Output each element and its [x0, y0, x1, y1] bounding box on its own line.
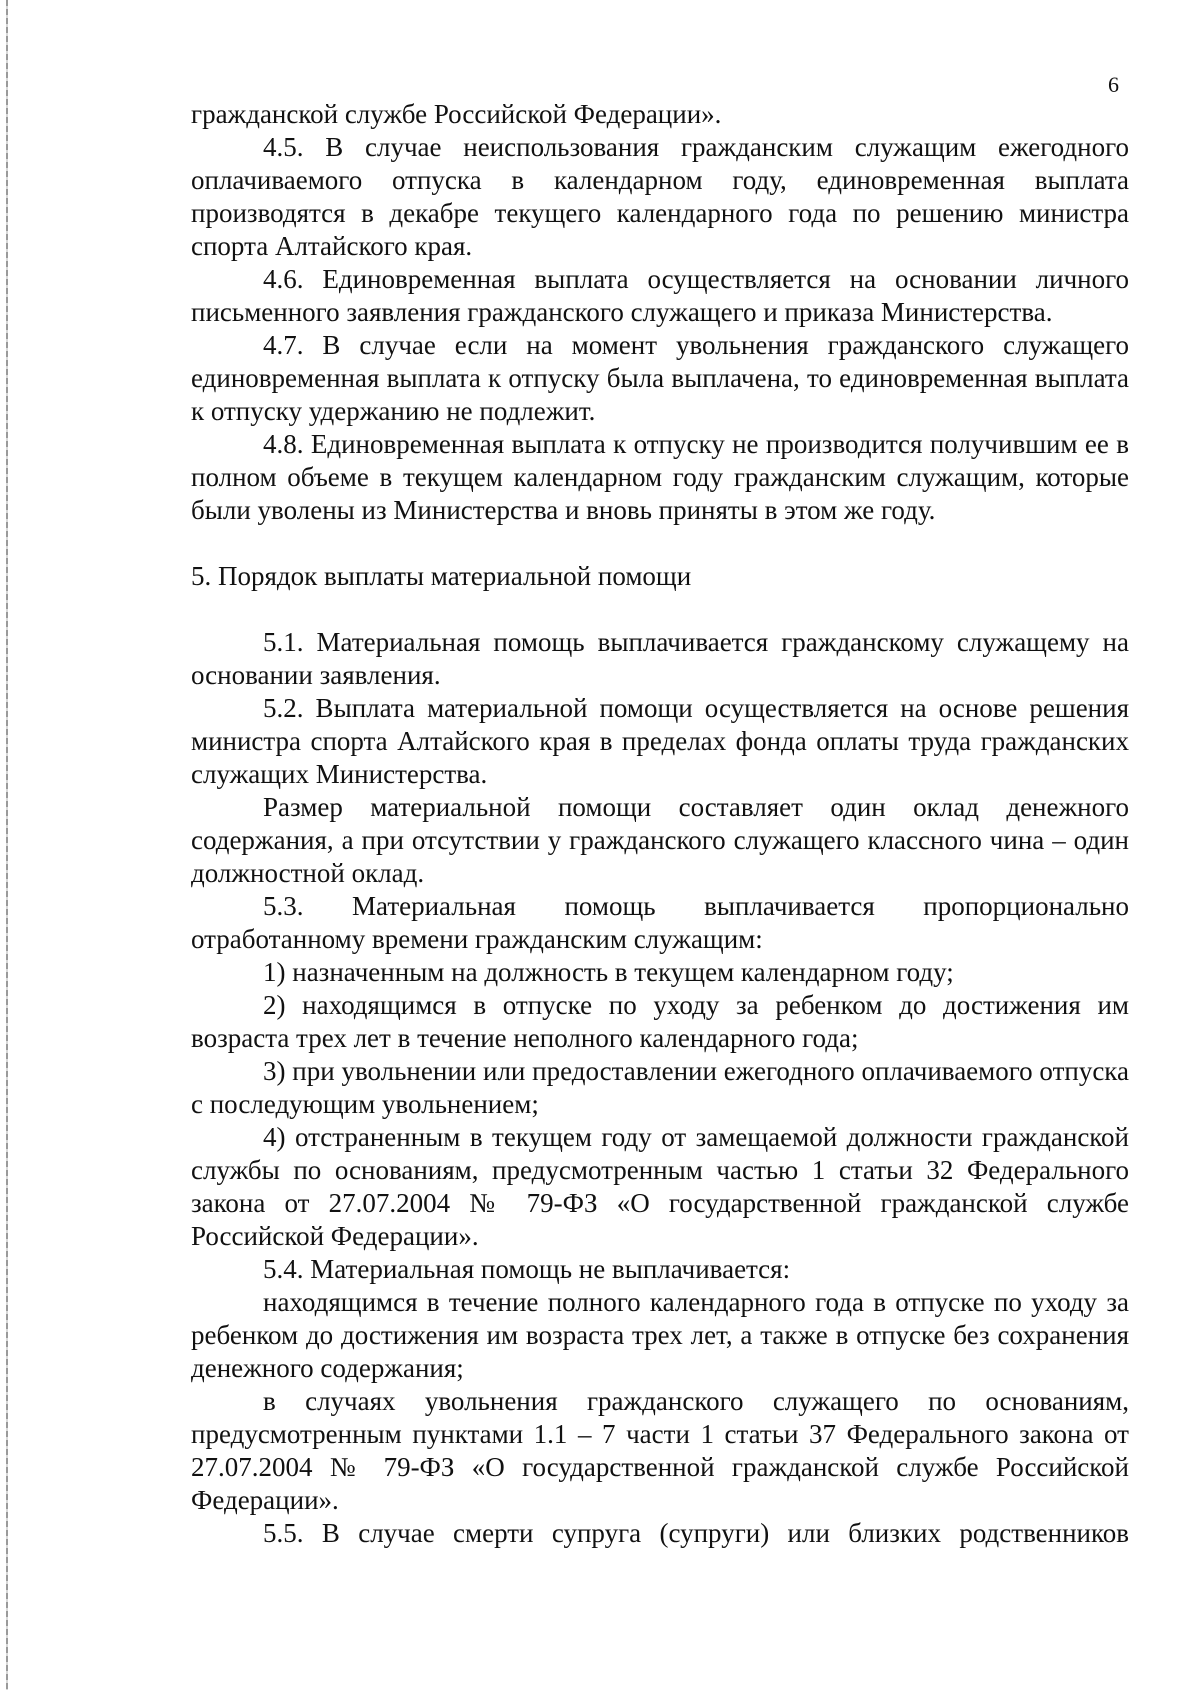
scan-left-edge — [6, 0, 8, 1690]
paragraph: 1) назначенным на должность в текущем календарном году; — [263, 957, 954, 987]
paragraph: 5.2. Выплата материальной помощи осуществляется на основе решения министра спорта Алтайского края в пределах фонда оплаты труда гражданских служащих Министерства. — [191, 693, 1129, 789]
paragraph: 5.1. Материальная помощь выплачивается гражданскому служащему на основании заявления. — [191, 627, 1129, 690]
page-number: 6 — [1108, 72, 1119, 97]
section-heading: 5. Порядок выплаты материальной помощи — [191, 561, 692, 591]
paragraph: в случаях увольнения гражданского служащего по основаниям, предусмотренным пунктами 1.1 – 7 части 1 статьи 37 Федерального закона от 27.07.2004 № 79-ФЗ «О государственной гражданской службе Российской Федерации». — [191, 1386, 1129, 1515]
paragraphs-before-heading — [191, 98, 1129, 527]
paragraph: 3) при увольнении или предоставлении ежегодного оплачиваемого отпуска с последующим увольнением; — [191, 1056, 1129, 1119]
paragraph: 4.7. В случае если на момент увольнения гражданского служащего единовременная выплата к отпуску была выплачена, то единовременная выплата к отпуску удержанию не подлежит. — [191, 330, 1129, 426]
paragraph: 5.4. Материальная помощь не выплачивается: — [263, 1254, 791, 1284]
paragraph: находящимся в течение полного календарного года в отпуске по уходу за ребенком до достижения им возраста трех лет, а также в отпуске без сохранения денежного содержания; — [191, 1287, 1129, 1383]
paragraph: 4.5. В случае неиспользования гражданским служащим ежегодного оплачиваемого отпуска в календарном году, единовременная выплата производятся в декабре текущего календарного года по решению министра спорта Алтайского края. — [191, 132, 1129, 261]
paragraphs-after-heading — [191, 626, 1129, 1550]
paragraph: 5.5. В случае смерти супруга (супруги) или близких родственников — [263, 1518, 1129, 1548]
paragraph: 4) отстраненным в текущем году от замещаемой должности гражданской службы по основаниям, предусмотренным частью 1 статьи 32 Федерального закона от 27.07.2004 № 79-ФЗ «О государственной гражданской службе Российской Федерации». — [191, 1122, 1129, 1251]
paragraph: гражданской службе Российской Федерации». — [191, 99, 722, 129]
document-body — [191, 98, 1129, 1550]
paragraph: 4.8. Единовременная выплата к отпуску не производится получившим ее в полном объеме в текущем календарном году гражданским служащим, которые были уволены из Министерства и вновь приняты в этом же году. — [191, 429, 1129, 525]
paragraph: 4.6. Единовременная выплата осуществляется на основании личного письменного заявления гражданского служащего и приказа Министерства. — [191, 264, 1129, 327]
paragraph: 2) находящимся в отпуске по уходу за ребенком до достижения им возраста трех лет в течение неполного календарного года; — [191, 990, 1129, 1053]
paragraph: Размер материальной помощи составляет один оклад денежного содержания, а при отсутствии у гражданского служащего классного чина – один должностной оклад. — [191, 792, 1129, 888]
paragraph: 5.3. Материальная помощь выплачивается пропорционально отработанному времени гражданским служащим: — [191, 891, 1129, 954]
